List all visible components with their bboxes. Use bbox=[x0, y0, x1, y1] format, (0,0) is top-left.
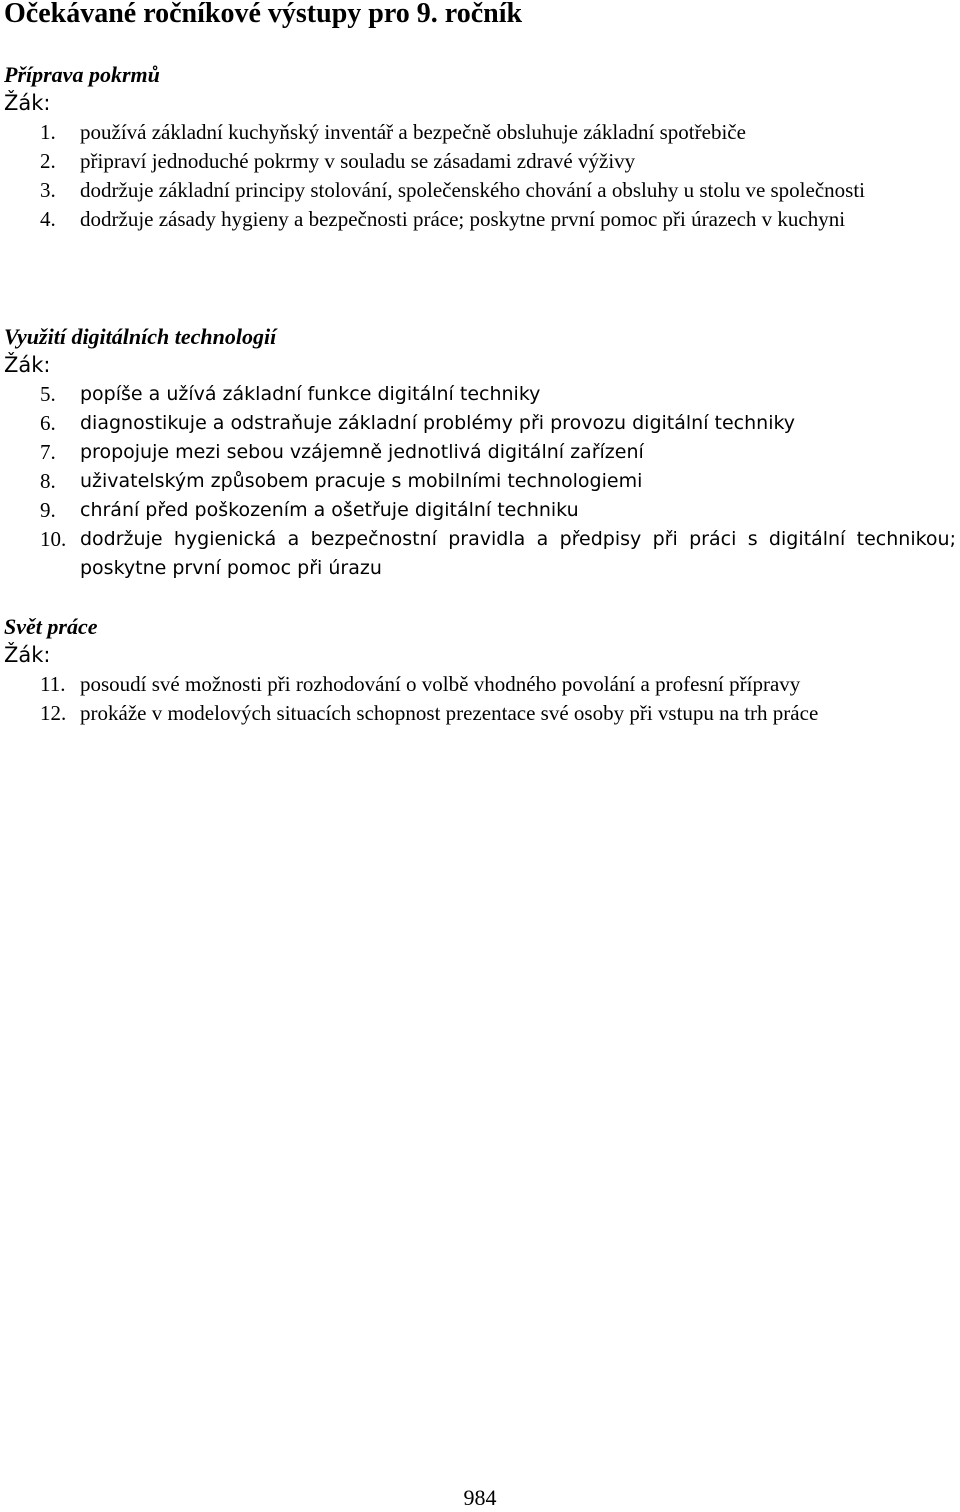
item-number: 4. bbox=[40, 207, 56, 231]
list-item bbox=[4, 409, 956, 438]
item-text: dodržuje základní principy stolování, společenského chování a obsluhy u stolu ve společnosti bbox=[80, 178, 865, 202]
list-item bbox=[4, 525, 956, 583]
pupil-label: Žák: bbox=[4, 91, 51, 115]
item-number: 1. bbox=[40, 120, 56, 144]
item-text: připraví jednoduché pokrmy v souladu se zásadami zdravé výživy bbox=[80, 149, 636, 173]
section-world-of-work bbox=[4, 612, 956, 728]
page-title: Očekávané ročníkové výstupy pro 9. ročník bbox=[4, 0, 523, 29]
list-item bbox=[4, 467, 956, 496]
section-heading: Využití digitálních technologií bbox=[4, 324, 277, 349]
item-text: dodržuje zásady hygieny a bezpečnosti práce; poskytne první pomoc při úrazech v kuchyni bbox=[80, 207, 846, 231]
section-heading: Svět práce bbox=[4, 614, 98, 639]
item-text: diagnostikuje a odstraňuje základní problémy při provozu digitální techniky bbox=[80, 412, 796, 434]
list-item bbox=[4, 670, 956, 699]
list-item bbox=[4, 176, 956, 205]
item-text: popíše a užívá základní funkce digitální techniky bbox=[80, 383, 541, 405]
outcome-list bbox=[4, 380, 956, 583]
item-number: 2. bbox=[40, 149, 56, 173]
item-text: prokáže v modelových situacích schopnost prezentace své osoby při vstupu na trh práce bbox=[80, 701, 819, 725]
item-number: 7. bbox=[40, 440, 56, 464]
pupil-label: Žák: bbox=[4, 643, 51, 667]
item-number: 5. bbox=[40, 382, 56, 406]
item-number: 8. bbox=[40, 469, 56, 493]
list-item bbox=[4, 118, 956, 147]
list-item bbox=[4, 438, 956, 467]
item-text: dodržuje hygienická a bezpečnostní pravidla a předpisy při práci s digitální technikou; poskytne první pomoc při úrazu bbox=[80, 528, 956, 579]
list-item bbox=[4, 380, 956, 409]
outcome-list bbox=[4, 118, 956, 234]
item-number: 3. bbox=[40, 178, 56, 202]
list-item bbox=[4, 496, 956, 525]
list-item bbox=[4, 205, 956, 234]
item-text: uživatelským způsobem pracuje s mobilními technologiemi bbox=[80, 470, 643, 492]
section-food-preparation bbox=[4, 60, 956, 234]
item-number: 9. bbox=[40, 498, 56, 522]
section-digital-technologies bbox=[4, 322, 956, 583]
item-text: propojuje mezi sebou vzájemně jednotlivá digitální zařízení bbox=[80, 441, 644, 463]
item-number: 12. bbox=[40, 701, 67, 725]
item-number: 11. bbox=[40, 672, 66, 696]
item-text: chrání před poškozením a ošetřuje digitální techniku bbox=[80, 499, 579, 521]
item-number: 6. bbox=[40, 411, 56, 435]
section-heading: Příprava pokrmů bbox=[4, 62, 160, 87]
list-item bbox=[4, 699, 956, 728]
list-item bbox=[4, 147, 956, 176]
outcome-list bbox=[4, 670, 956, 728]
item-text: používá základní kuchyňský inventář a bezpečně obsluhuje základní spotřebiče bbox=[80, 120, 746, 144]
item-text: posoudí své možnosti při rozhodování o volbě vhodného povolání a profesní přípravy bbox=[80, 672, 801, 696]
item-number: 10. bbox=[40, 527, 67, 551]
pupil-label: Žák: bbox=[4, 353, 51, 377]
page-number: 984 bbox=[463, 1485, 497, 1510]
